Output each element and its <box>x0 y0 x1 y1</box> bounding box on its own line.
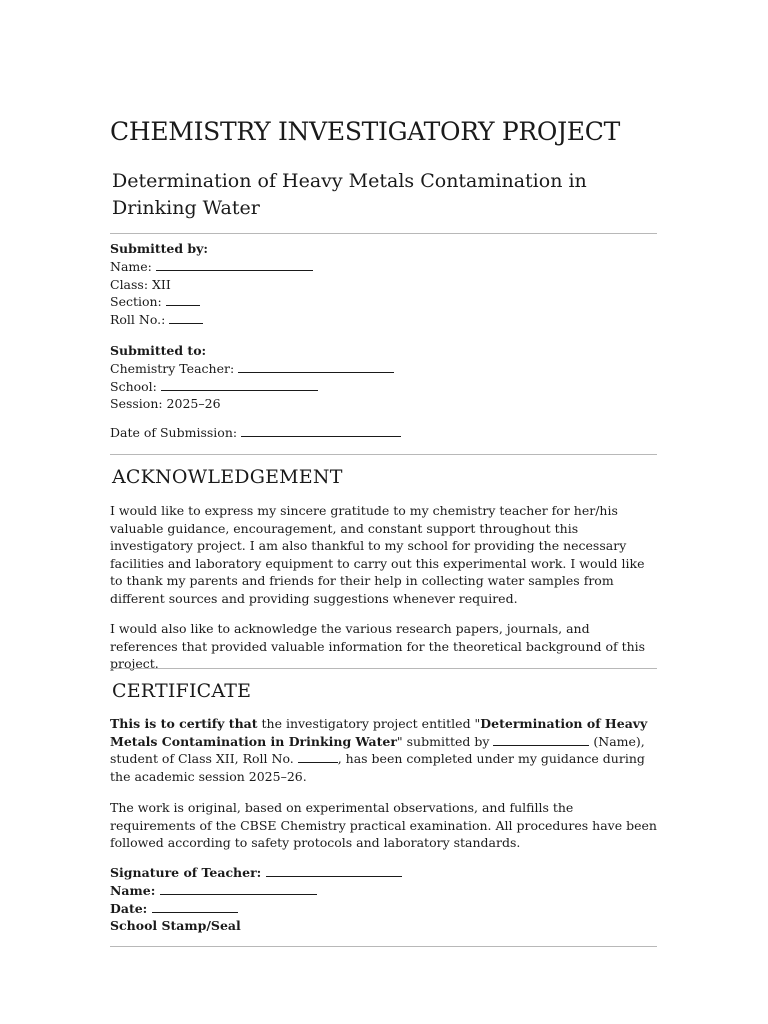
date-block <box>110 424 401 442</box>
school-label: School: <box>110 378 157 394</box>
class-line: Class: XII <box>110 276 171 292</box>
school-blank <box>161 378 318 391</box>
date-blank <box>241 424 401 437</box>
teacher-blank <box>238 360 394 373</box>
section-label: Section: <box>110 294 162 310</box>
teacher-name-blank <box>160 882 317 895</box>
school-line <box>110 378 394 396</box>
signature-block <box>110 864 402 935</box>
signature-line <box>110 864 402 882</box>
submitted-by-heading: Submitted by: <box>110 241 209 256</box>
name-label: Name: <box>110 258 152 274</box>
document-title: CHEMISTRY INVESTIGATORY PROJECT <box>110 117 620 146</box>
submitted-to-block <box>110 342 394 413</box>
acknowledgement-heading: ACKNOWLEDGEMENT <box>112 466 343 488</box>
acknowledgement-paragraph-1: I would like to express my sincere gratitude to my chemistry teacher for her/his valuable guidance, encouragement, and constant support throughout this investigatory project. I am also thankful to my school for providing the necessary facilities and laboratory equipment to carry out this experimental work. I would like to thank my parents and friends for their help in collecting water samples from different sources and providing suggestions whenever required. <box>110 503 645 606</box>
cert-date-label: Date: <box>110 900 148 916</box>
cert-date-line <box>110 900 402 918</box>
certify-text-c: (Name), student of Class XII, Roll No. <box>110 733 645 767</box>
certificate-heading: CERTIFICATE <box>112 680 252 702</box>
name-line <box>110 258 313 276</box>
roll-label: Roll No.: <box>110 312 166 328</box>
divider <box>110 454 657 455</box>
stamp-line: School Stamp/Seal <box>110 918 241 934</box>
student-name-blank <box>493 733 589 746</box>
date-label: Date of Submission: <box>110 425 238 440</box>
certify-project-title: Determination of Heavy Metals Contamination in Drinking Water <box>110 716 648 749</box>
signature-blank <box>266 864 402 877</box>
teacher-line <box>110 360 394 378</box>
cert-date-blank <box>152 900 238 913</box>
divider <box>110 668 657 669</box>
section-blank <box>166 293 200 306</box>
certify-text-a: the investigatory project entitled " <box>257 716 481 731</box>
teacher-name-label: Name: <box>110 882 156 898</box>
roll-line <box>110 311 313 329</box>
roll-blank <box>169 311 203 324</box>
session-line: Session: 2025–26 <box>110 396 221 412</box>
submitted-by-block <box>110 240 313 329</box>
divider <box>110 946 657 947</box>
acknowledgement-paragraph-2: I would also like to acknowledge the various research papers, journals, and references that provided valuable information for the theoretical background of this project. <box>110 621 646 672</box>
submitted-to-heading: Submitted to: <box>110 343 207 358</box>
divider <box>110 233 657 234</box>
section-line <box>110 293 313 311</box>
certify-text-d: , has been completed under my guidance during the academic session 2025–26. <box>110 751 645 784</box>
name-blank <box>156 258 313 271</box>
certify-intro: This is to certify that <box>110 716 258 731</box>
teacher-label: Chemistry Teacher: <box>110 360 235 376</box>
signature-label: Signature of Teacher: <box>110 865 262 880</box>
roll-number-blank <box>298 750 338 763</box>
date-line <box>110 424 401 442</box>
document-subtitle: Determination of Heavy Metals Contamination in Drinking Water <box>112 170 587 219</box>
certify-text-b: " submitted by <box>396 733 494 749</box>
certificate-paragraph-1 <box>110 715 657 785</box>
teacher-name-line <box>110 882 402 900</box>
certificate-paragraph-2: The work is original, based on experimental observations, and fulfills the requirements of the CBSE Chemistry practical examination. All procedures have been followed according to safety protocols and laboratory standards. <box>110 800 657 851</box>
